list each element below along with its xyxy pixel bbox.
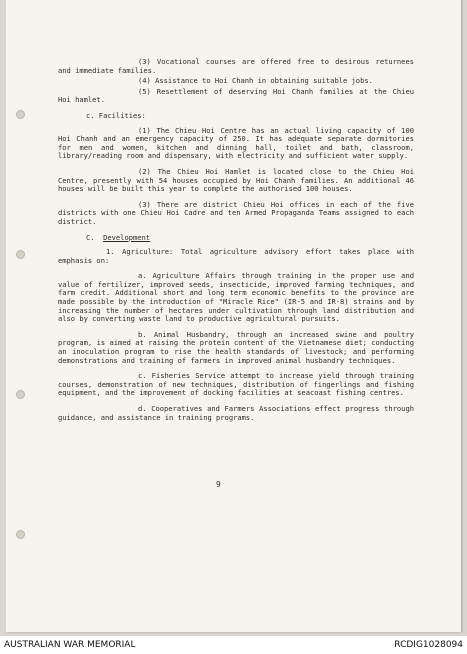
section-title: Development [103,232,151,242]
paragraph-vocational: (3) Vocational courses are offered free to desirous returnees and immediate families. [58,57,414,75]
punch-hole [16,250,25,259]
punch-holes [16,0,26,632]
archive-footer [0,636,467,654]
paragraph-resettlement: (5) Resettlement of deserving Hoi Chanh families at the Chieu Hoi hamlet. [58,86,414,105]
footer-archive-name: AUSTRALIAN WAR MEMORIAL [4,640,136,650]
punch-hole [16,390,25,399]
document-body [58,58,414,429]
facility-centre: (1) The Chieu Hoi Centre has an actual living capacity of 100 Hoi Chanh and an emergency capacity of 250. It has adequate separate dormitories for men and women, kitchen and dinning hall, toilet and bath, classroom, library/reading room and dispensary, with electricity and sufficient water supply. [58,125,414,161]
punch-hole [16,530,25,539]
facility-offices: (3) There are district Chieu Hoi offices in each of the five districts with one Chieu Hoi Cadre and ten Armed Propaganda Teams assigned to each district. [58,199,414,226]
agriculture-item-cooperatives: d. Cooperatives and Farmers Associations effect progress through guidance, and assistance in training programs. [58,404,414,422]
agriculture-intro: 1. Agriculture: Total agriculture advisory effort takes place with emphasis on: [58,247,414,265]
page-number: 9 [216,480,221,489]
agriculture-item-fisheries: c. Fisheries Service attempt to increase yield through training courses, demonstration of new techniques, distribution of fingerlings and fishing equipment, and the improvement of docking facilities at seacoast fishing centres. [58,371,414,398]
punch-hole [16,110,25,119]
section-letter: C. [86,232,95,242]
paragraph-assistance: (4) Assistance to Hoi Chanh in obtaining suitable jobs. [138,76,373,86]
footer-record-id: RCDIG1028094 [394,640,463,650]
facilities-heading: c. Facilities: [86,110,146,120]
facility-hamlet: (2) The Chieu Hoi Hamlet is located close to the Chieu Hoi Centre, presently with 54 houses occupied by Hoi Chanh families. An additional 46 houses will be built this year to complete the authorised 100 houses. [58,166,414,194]
section-heading [86,234,414,243]
agriculture-item-husbandry: b. Animal Husbandry, through an increased swine and poultry program, is aimed at raising the protein content of the Vietnamese diet; conducting an inoculation program to rise the health standards of livestock; and performing demonstrations and training of farmers in improved animal husbandry techniques. [58,329,414,365]
agriculture-item-affairs: a. Agriculture Affairs through training in the proper use and value of fertilizer, improved seeds, insecticide, improved farming techniques, and farm credit. Additional short and long term economic benefits to the province are made possible by the introduction of "Miracle Rice" (IR-5 and IR-8) strains and by increasing the number of hectares under cultivation through land distribution and also by converting waste land to productive agricultural pursuits. [58,271,414,324]
